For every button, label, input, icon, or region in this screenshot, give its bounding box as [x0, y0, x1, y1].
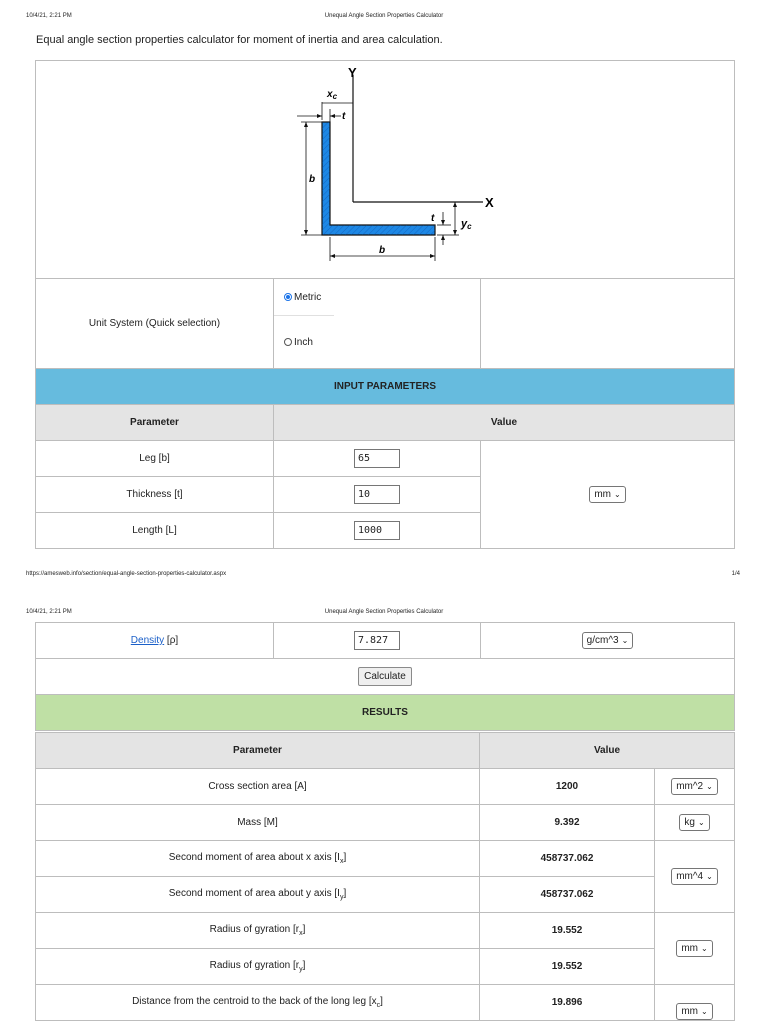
unit-system-options [274, 279, 481, 369]
unit-system-empty [481, 279, 735, 369]
area-unit-select[interactable]: mm^2 ⌄ [671, 778, 718, 795]
iy-label: Second moment of area about y axis $[I_y]$ [36, 877, 480, 913]
print-title: Unequal Angle Section Properties Calculator [324, 13, 444, 19]
chevron-down-icon: ⌄ [706, 782, 713, 791]
radio-inch[interactable] [274, 316, 480, 368]
angle-section-figure [36, 61, 735, 279]
intro-text: Equal angle section properties calculator for moment of inertia and area calculation. [36, 34, 443, 46]
xc-label: Distance from the centroid to the back of the long leg $[x_c]$ [36, 985, 480, 1021]
yc-label: yc [461, 217, 472, 231]
thickness-label: Thickness [t] [36, 477, 274, 513]
density-input[interactable]: 7.827 [354, 631, 400, 650]
print-header [0, 10, 768, 22]
radio-metric-dot[interactable] [284, 293, 292, 301]
input-col-parameter: Parameter [36, 405, 274, 441]
chevron-down-icon: ⌄ [706, 872, 713, 881]
chevron-down-icon: ⌄ [621, 636, 629, 645]
print-footer [0, 569, 768, 581]
t-top-label: t [342, 110, 346, 122]
print-page-number: 1/4 [731, 571, 740, 577]
calculator-table-page2 [35, 622, 735, 731]
chevron-down-icon: ⌄ [700, 944, 708, 953]
input-parameters-header: INPUT PARAMETERS [36, 369, 735, 405]
calculator-table-page1 [35, 60, 735, 549]
length-input[interactable]: 1000 [354, 521, 400, 540]
gyration-unit-select[interactable]: mm ⌄ [676, 940, 712, 957]
density-label: Density [ρ] [36, 623, 274, 659]
density-unit-select[interactable]: g/cm^3 ⌄ [582, 632, 634, 649]
iy-value: 458737.062 [480, 877, 655, 913]
xc-unit-select[interactable]: mm ⌄ [676, 1003, 712, 1020]
mass-value: 9.392 [480, 805, 655, 841]
mass-unit-select[interactable]: kg ⌄ [679, 814, 709, 831]
results-header: RESULTS [36, 695, 735, 731]
chevron-down-icon: ⌄ [613, 490, 621, 499]
angle-section-diagram [255, 65, 515, 275]
length-label: Length [L] [36, 513, 274, 549]
radio-metric[interactable] [274, 279, 334, 316]
y-axis-label: Y [348, 64, 357, 80]
print-datetime: 10/4/21, 2:21 PM [26, 13, 72, 19]
print-header-page2: 10/4/21, 2:21 PM Unequal Angle Section Properties Calculator [26, 609, 444, 615]
results-col-parameter: Parameter [36, 733, 480, 769]
length-unit-select[interactable]: mm ⌄ [589, 486, 625, 503]
density-link[interactable]: Density [130, 635, 165, 646]
xc-value: 19.896 [480, 985, 655, 1021]
x-axis-label: X [485, 194, 494, 210]
thickness-input[interactable]: 10 [354, 485, 400, 504]
t-bottom-label: t [431, 212, 435, 224]
xc-label: $x_c$ [327, 88, 338, 101]
b-horizontal-label: b [379, 244, 386, 256]
calculate-button[interactable]: Calculate [358, 667, 412, 686]
radio-inch-dot[interactable] [284, 338, 292, 346]
leg-label: Leg [b] [36, 441, 274, 477]
results-col-value: Value [480, 733, 735, 769]
unit-system-label: Unit System (Quick selection) [36, 279, 274, 369]
area-value: 1200 [480, 769, 655, 805]
leg-input[interactable]: 65 [354, 449, 400, 468]
b-vertical-label: b [309, 173, 316, 185]
ry-label: Radius of gyration $[r_y]$ [36, 949, 480, 985]
print-url: https://amesweb.info/section/equal-angle-section-properties-calculator.aspx [26, 571, 227, 577]
radio-inch-label: Inch [294, 336, 313, 348]
ix-value: 458737.062 [480, 841, 655, 877]
angle-shape [322, 122, 435, 235]
chevron-down-icon: ⌄ [697, 818, 705, 827]
rx-value: 19.552 [480, 913, 655, 949]
results-table [35, 732, 735, 1021]
chevron-down-icon: ⌄ [700, 1007, 708, 1016]
ix-label: Second moment of area about x axis $[I_x]$ [36, 841, 480, 877]
input-col-value: Value [274, 405, 735, 441]
area-label: Cross section area [A] [36, 769, 480, 805]
rx-label: Radius of gyration $[r_x]$ [36, 913, 480, 949]
inertia-unit-select[interactable]: mm^4 ⌄ [671, 868, 718, 885]
ry-value: 19.552 [480, 949, 655, 985]
radio-metric-label: Metric [294, 291, 322, 303]
mass-label: Mass [M] [36, 805, 480, 841]
